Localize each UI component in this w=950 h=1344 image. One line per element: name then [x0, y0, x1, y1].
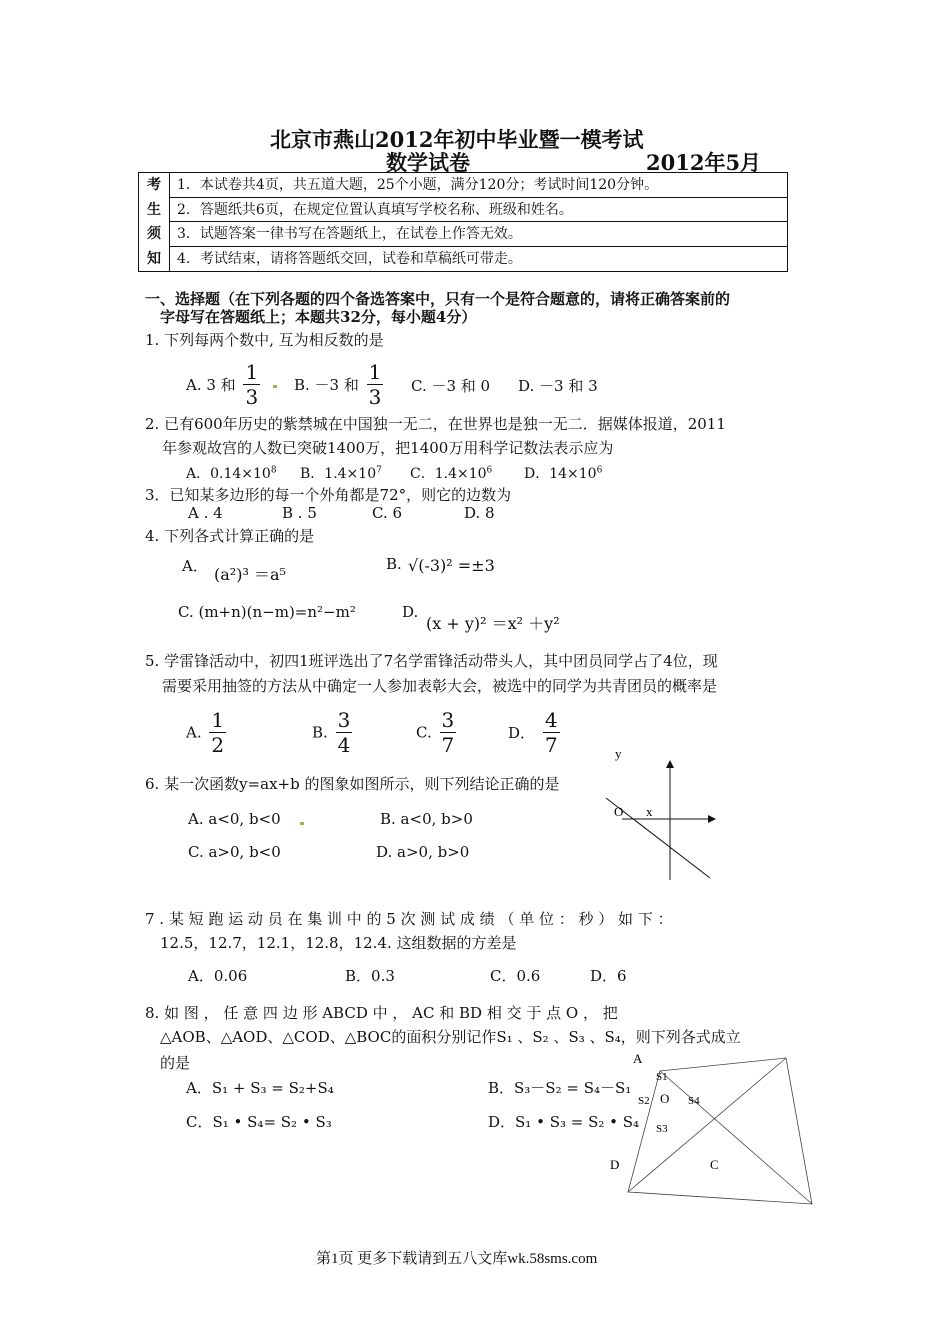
q8-quadrilateral-figure — [600, 1046, 822, 1208]
q6-graph — [596, 740, 726, 885]
denominator: 2 — [211, 733, 225, 757]
q7-option-d: D．6 — [590, 967, 627, 985]
area-s3-label: S3 — [656, 1123, 668, 1135]
area-s4-label: S4 — [688, 1095, 700, 1107]
q5-d-fraction — [543, 710, 560, 755]
q1-a-text: A. 3 和 — [186, 376, 236, 394]
vertex-a-label: A — [633, 1051, 643, 1066]
q4-option-c: C. (m+n)(n−m)=n²−m² — [178, 603, 356, 621]
origin-label: O — [614, 804, 624, 819]
q1-option-b — [294, 362, 386, 407]
denominator: 7 — [441, 733, 455, 757]
q6-option-b: B. a<0, b>0 — [380, 810, 473, 828]
q5-option-d — [508, 710, 563, 755]
denominator: 7 — [544, 733, 558, 757]
q2-line2: 年参观故宫的人数已突破1400万，把1400万用科学记数法表示应为 — [162, 439, 614, 457]
exponent: 6 — [486, 465, 493, 476]
notice-table — [138, 172, 788, 272]
area-s2-label: S2 — [638, 1095, 650, 1107]
ink-speck — [273, 385, 277, 388]
q5-a-fraction — [209, 710, 226, 755]
q1-option-d: D. －3 和 3 — [518, 377, 598, 395]
ink-speck — [300, 822, 304, 825]
q2-b-text: B．1.4×10 — [300, 466, 377, 482]
q5-line1: 5. 学雷锋活动中，初四1班评选出了7名学雷锋活动带头人，其中团员同学占了4位，现 — [145, 652, 718, 670]
x-axis-label: x — [646, 804, 653, 819]
numerator: 3 — [441, 708, 455, 732]
page-title: 北京市燕山2012年初中毕业暨一模考试 — [270, 127, 644, 152]
q5-a-label: A. — [186, 723, 202, 742]
section-heading-line2: 字母写在答题纸上；本题共32分，每小题4分） — [160, 308, 477, 326]
q1-a-fraction — [243, 362, 260, 407]
q5-c-fraction — [440, 710, 457, 755]
q3-option-c: C. 6 — [372, 504, 403, 522]
q4-option-b-label: B. — [386, 555, 402, 573]
q1-b-text: B. －3 和 — [294, 376, 359, 394]
q8-line3: 的是 — [160, 1054, 191, 1072]
q6-option-d: D. a>0, b>0 — [376, 843, 470, 861]
q2-option-a — [186, 463, 277, 483]
vertex-d-label: D — [610, 1157, 620, 1172]
q5-option-b — [312, 710, 355, 755]
q1-option-c: C. －3 和 0 — [411, 377, 491, 395]
exam-date: 2012年5月 — [646, 150, 762, 175]
q2-line1: 2. 已有600年历史的紫禁城在中国独一无二，在世界也是独一无二．据媒体报道，2011 — [145, 415, 726, 433]
q4-stem: 4. 下列各式计算正确的是 — [145, 527, 315, 545]
q6-option-a: A. a<0, b<0 — [188, 810, 281, 828]
notice-item: 1．本试卷共4页，共五道大题，25个小题，满分120分；考试时间120分钟。 — [169, 173, 787, 198]
q4-option-d-label: D. — [402, 603, 419, 621]
numerator: 1 — [368, 360, 382, 384]
q6-option-c: C. a>0, b<0 — [188, 843, 281, 861]
notice-item: 3．试题答案一律书写在答题纸上，在试卷上作答无效。 — [169, 222, 787, 247]
q1-option-a — [186, 362, 263, 407]
q7-line1: 7 . 某 短 跑 运 动 员 在 集 训 中 的 5 次 测 试 成 绩 （ 单 位 ： 秒 ） 如 下 ： — [145, 910, 673, 928]
denominator: 3 — [368, 385, 382, 409]
q3-option-b: B . 5 — [282, 504, 317, 522]
notice-head-char: 知 — [147, 250, 161, 267]
q2-option-d — [524, 463, 602, 483]
point-o-label: O — [660, 1091, 670, 1106]
exponent: 6 — [596, 465, 603, 476]
q3-stem: 3．已知某多边形的每一个外角都是72°，则它的边数为 — [145, 486, 512, 504]
q7-line2: 12.5，12.7，12.1，12.8，12.4. 这组数据的方差是 — [160, 934, 517, 952]
q8-option-b: B．S₃－S₂ = S₄－S₁ — [488, 1079, 632, 1097]
exponent: 7 — [376, 465, 382, 476]
q8-option-a: A．S₁ + S₃ = S₂+S₄ — [186, 1079, 334, 1097]
notice-item: 2．答题纸共6页，在规定位置认真填写学校名称、班级和姓名。 — [169, 198, 787, 223]
numerator: 3 — [337, 708, 351, 732]
q7-option-b: B．0.3 — [345, 967, 395, 985]
q4-option-a-expr: (a²)³ ＝a⁵ — [214, 565, 286, 584]
q3-option-a: A . 4 — [188, 504, 223, 522]
y-axis-label: y — [615, 746, 622, 761]
q2-option-c — [410, 463, 492, 483]
notice-head — [139, 173, 170, 271]
q2-option-b — [300, 463, 382, 483]
q5-b-fraction — [336, 710, 353, 755]
q5-b-label: B. — [312, 723, 328, 742]
numerator: 1 — [211, 708, 225, 732]
q1-b-fraction — [367, 362, 384, 407]
section-heading-line1: 一、选择题（在下列各题的四个备选答案中，只有一个是符合题意的，请将正确答案前的 — [145, 290, 731, 308]
notice-head-char: 生 — [147, 201, 161, 218]
q4-option-b-expr: √(-3)² =±3 — [408, 556, 495, 575]
diagonal-bd — [628, 1058, 786, 1192]
numerator: 4 — [544, 708, 558, 732]
q2-c-text: C．1.4×10 — [410, 466, 487, 482]
vertex-b-label — [685, 1046, 694, 1047]
denominator: 3 — [245, 385, 259, 409]
numerator: 1 — [245, 360, 259, 384]
notice-item: 4．考试结束，请将答题纸交回，试卷和草稿纸可带走。 — [177, 250, 522, 267]
notice-head-char: 须 — [147, 226, 161, 242]
q5-option-a — [186, 710, 229, 755]
q8-line2: △AOB、△AOD、△COD、△BOC的面积分别记作S₁ 、S₂ 、S₃ 、S₄，则下列各式成立 — [160, 1028, 741, 1046]
q7-option-a: A．0.06 — [188, 967, 248, 985]
exponent: 8 — [270, 465, 277, 476]
q6-stem: 6. 某一次函数y=ax+b 的图象如图所示，则下列结论正确的是 — [145, 775, 560, 793]
vertex-c-label: C — [710, 1157, 719, 1172]
q5-d-label: D． — [508, 724, 536, 742]
q2-d-text: D．14×10 — [524, 466, 597, 482]
q8-line1: 8. 如 图 ， 任 意 四 边 形 ABCD 中 ， AC 和 BD 相 交 于 点 O ， 把 — [145, 1004, 618, 1022]
q4-option-d-expr: (x + y)² ＝x² ＋y² — [426, 614, 560, 633]
q4-option-a-label: A． — [182, 557, 208, 575]
q1-stem: 1. 下列每两个数中, 互为相反数的是 — [145, 331, 384, 349]
q8-option-d: D．S₁ • S₃ = S₂ • S₄ — [488, 1113, 640, 1131]
page-subtitle: 数学试卷 — [386, 150, 470, 175]
area-s1-label: S1 — [656, 1071, 668, 1083]
q3-option-d: D. 8 — [464, 504, 495, 522]
notice-head-char: 考 — [147, 177, 161, 193]
q2-a-text: A．0.14×10 — [186, 466, 271, 482]
page-footer: 第1页 更多下载请到五八文库wk.58sms.com — [316, 1251, 598, 1267]
q5-line2: 需要采用抽签的方法从中确定一人参加表彰大会，被选中的同学为共青团员的概率是 — [162, 677, 718, 695]
q7-option-c: C．0.6 — [490, 967, 541, 985]
q5-option-c — [416, 710, 459, 755]
denominator: 4 — [337, 733, 351, 757]
q5-c-label: C. — [416, 723, 432, 742]
q8-option-c: C．S₁ • S₄= S₂ • S₃ — [186, 1113, 332, 1131]
diagonal-ac — [660, 1071, 812, 1204]
